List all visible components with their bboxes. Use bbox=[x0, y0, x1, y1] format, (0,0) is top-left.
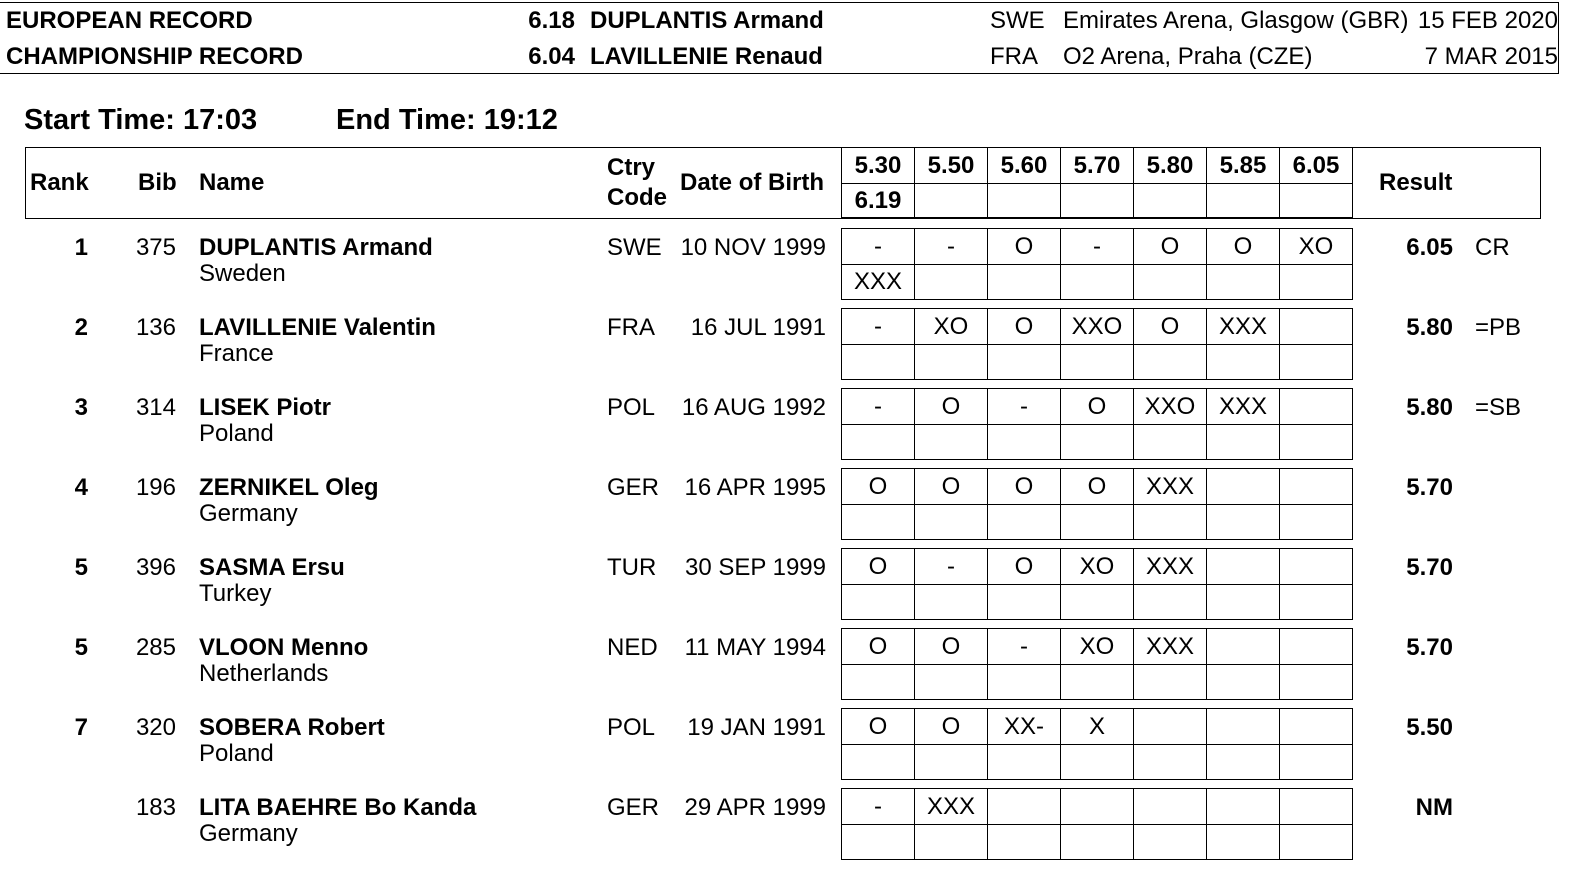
athlete-name: LISEK Piotr bbox=[199, 394, 332, 421]
athlete-name: ZERNIKEL Oleg bbox=[199, 474, 379, 501]
attempt-cell bbox=[914, 584, 988, 620]
record-mark: 6.18 bbox=[528, 7, 575, 34]
rank: 4 bbox=[74, 474, 88, 501]
attempt-cell bbox=[1133, 708, 1207, 745]
attempt-cell: - bbox=[841, 308, 915, 345]
attempt-cell: XXX bbox=[1206, 388, 1280, 425]
attempt-cell: XX- bbox=[987, 708, 1061, 745]
attempt-cell bbox=[1279, 628, 1353, 665]
country-code: POL bbox=[607, 714, 656, 741]
attempt-cell: O bbox=[914, 468, 988, 505]
height-cell-top: 6.05 bbox=[1279, 147, 1353, 184]
header-result: Result bbox=[1379, 169, 1453, 196]
attempt-cell bbox=[1060, 824, 1134, 860]
attempt-cell bbox=[1206, 504, 1280, 540]
attempt-cell bbox=[1206, 664, 1280, 700]
attempt-cell bbox=[1206, 264, 1280, 300]
bib: 314 bbox=[135, 394, 176, 421]
date-of-birth: 19 JAN 1991 bbox=[687, 714, 826, 741]
attempt-cell: O bbox=[914, 628, 988, 665]
athlete-country: Poland bbox=[199, 420, 274, 447]
rank: 5 bbox=[74, 554, 88, 581]
record-label: CHAMPIONSHIP RECORD bbox=[6, 43, 303, 70]
attempt-cell bbox=[1206, 584, 1280, 620]
bib: 320 bbox=[135, 714, 176, 741]
athlete-country: Germany bbox=[199, 500, 298, 527]
date-of-birth: 30 SEP 1999 bbox=[684, 554, 826, 581]
attempt-cell bbox=[1060, 584, 1134, 620]
bib: 375 bbox=[135, 234, 176, 261]
attempt-cell bbox=[841, 504, 915, 540]
attempt-cell bbox=[1206, 344, 1280, 380]
height-cell-bottom: 6.19 bbox=[841, 183, 915, 218]
athlete-country: Turkey bbox=[199, 580, 272, 607]
country-code: FRA bbox=[607, 314, 655, 341]
record-country: SWE bbox=[990, 7, 1045, 34]
height-cell-top: 5.70 bbox=[1060, 147, 1134, 184]
attempt-cell: XXX bbox=[914, 788, 988, 825]
attempt-cell bbox=[987, 264, 1061, 300]
attempt-cell bbox=[1279, 504, 1353, 540]
date-of-birth: 16 JUL 1991 bbox=[690, 314, 826, 341]
attempt-cell: XO bbox=[914, 308, 988, 345]
record-venue: Emirates Arena, Glasgow (GBR) bbox=[1063, 7, 1409, 34]
height-cell-top: 5.30 bbox=[841, 147, 915, 184]
attempt-cell bbox=[1133, 424, 1207, 460]
header-bib: Bib bbox=[138, 169, 177, 196]
attempt-cell bbox=[1133, 788, 1207, 825]
rank: 7 bbox=[74, 714, 88, 741]
attempt-cell bbox=[1279, 548, 1353, 585]
attempt-cell: O bbox=[987, 548, 1061, 585]
athlete-country: Poland bbox=[199, 740, 274, 767]
date-of-birth: 10 NOV 1999 bbox=[680, 234, 826, 261]
attempt-cell bbox=[1206, 424, 1280, 460]
header-dob: Date of Birth bbox=[680, 169, 824, 196]
attempt-cell bbox=[1133, 824, 1207, 860]
attempt-cell bbox=[987, 788, 1061, 825]
attempt-cell bbox=[914, 744, 988, 780]
attempt-cell: O bbox=[987, 308, 1061, 345]
height-cell-top: 5.80 bbox=[1133, 147, 1207, 184]
athlete-name: LAVILLENIE Valentin bbox=[199, 314, 436, 341]
attempt-cell: XO bbox=[1279, 228, 1353, 265]
athlete-name: SOBERA Robert bbox=[199, 714, 385, 741]
athlete-country: Netherlands bbox=[199, 660, 329, 687]
athlete-name: LITA BAEHRE Bo Kanda bbox=[199, 794, 477, 821]
attempt-cell: - bbox=[914, 548, 988, 585]
bib: 196 bbox=[135, 474, 176, 501]
bib: 285 bbox=[135, 634, 176, 661]
attempt-cell bbox=[1279, 664, 1353, 700]
header-code: Code bbox=[607, 184, 667, 211]
attempt-cell: - bbox=[841, 228, 915, 265]
result: 5.70 bbox=[1406, 474, 1453, 501]
attempt-cell bbox=[1133, 344, 1207, 380]
attempt-cell bbox=[1206, 468, 1280, 505]
record-athlete: DUPLANTIS Armand bbox=[590, 7, 824, 34]
attempt-cell: O bbox=[1206, 228, 1280, 265]
attempt-cell bbox=[1206, 824, 1280, 860]
height-cell-top: 5.85 bbox=[1206, 147, 1280, 184]
result: 5.80 bbox=[1406, 314, 1453, 341]
attempt-cell bbox=[1133, 504, 1207, 540]
country-code: SWE bbox=[607, 234, 662, 261]
rank: 1 bbox=[74, 234, 88, 261]
attempt-cell bbox=[1279, 344, 1353, 380]
record-date: 7 MAR 2015 bbox=[1424, 43, 1558, 70]
athlete-name: SASMA Ersu bbox=[199, 554, 345, 581]
attempt-cell bbox=[914, 424, 988, 460]
date-of-birth: 29 APR 1999 bbox=[684, 794, 826, 821]
attempt-cell bbox=[1060, 424, 1134, 460]
attempt-cell bbox=[987, 824, 1061, 860]
attempt-cell: XXX bbox=[841, 264, 915, 300]
attempt-cell bbox=[1060, 504, 1134, 540]
attempt-cell: O bbox=[914, 708, 988, 745]
attempt-cell: O bbox=[1060, 388, 1134, 425]
attempt-cell bbox=[987, 744, 1061, 780]
attempt-cell bbox=[1279, 468, 1353, 505]
attempt-cell: X bbox=[1060, 708, 1134, 745]
attempt-cell: O bbox=[914, 388, 988, 425]
attempt-cell bbox=[914, 344, 988, 380]
attempt-cell: XXX bbox=[1133, 628, 1207, 665]
height-cell-bottom bbox=[987, 183, 1061, 218]
date-of-birth: 16 AUG 1992 bbox=[681, 394, 826, 421]
attempt-cell bbox=[987, 424, 1061, 460]
result: 6.05 bbox=[1406, 234, 1453, 261]
attempt-cell bbox=[1133, 264, 1207, 300]
country-code: GER bbox=[607, 794, 660, 821]
bib: 183 bbox=[135, 794, 176, 821]
header-rank: Rank bbox=[30, 169, 89, 196]
attempt-cell: - bbox=[841, 788, 915, 825]
attempt-cell: XXX bbox=[1133, 468, 1207, 505]
attempt-cell bbox=[914, 264, 988, 300]
attempt-cell bbox=[1206, 628, 1280, 665]
height-cell-top: 5.50 bbox=[914, 147, 988, 184]
result: 5.80 bbox=[1406, 394, 1453, 421]
attempt-cell bbox=[1279, 424, 1353, 460]
attempt-cell bbox=[1206, 744, 1280, 780]
date-of-birth: 16 APR 1995 bbox=[684, 474, 826, 501]
attempt-cell: XXX bbox=[1206, 308, 1280, 345]
start-time: Start Time: 17:03 bbox=[24, 104, 258, 136]
attempt-cell bbox=[914, 824, 988, 860]
attempt-cell bbox=[1060, 344, 1134, 380]
attempt-cell bbox=[841, 664, 915, 700]
attempt-cell: O bbox=[841, 708, 915, 745]
result: NM bbox=[1415, 794, 1453, 821]
attempt-cell bbox=[1279, 308, 1353, 345]
attempt-cell bbox=[1279, 788, 1353, 825]
attempt-cell: XO bbox=[1060, 628, 1134, 665]
attempt-cell bbox=[1133, 664, 1207, 700]
attempt-cell bbox=[914, 504, 988, 540]
height-cell-bottom bbox=[1133, 183, 1207, 218]
attempt-cell: O bbox=[841, 468, 915, 505]
attempt-cell: XXO bbox=[1060, 308, 1134, 345]
header-name: Name bbox=[199, 169, 265, 196]
attempt-cell bbox=[1279, 708, 1353, 745]
record-country: FRA bbox=[990, 43, 1038, 70]
result: 5.50 bbox=[1406, 714, 1453, 741]
attempt-cell bbox=[1060, 744, 1134, 780]
attempt-cell bbox=[1060, 264, 1134, 300]
result: 5.70 bbox=[1406, 554, 1453, 581]
attempt-cell bbox=[1206, 708, 1280, 745]
attempt-cell: - bbox=[987, 628, 1061, 665]
country-code: POL bbox=[607, 394, 656, 421]
attempt-cell bbox=[841, 424, 915, 460]
attempt-cell: O bbox=[987, 228, 1061, 265]
attempt-cell bbox=[987, 584, 1061, 620]
record-athlete: LAVILLENIE Renaud bbox=[590, 43, 823, 70]
country-code: NED bbox=[607, 634, 658, 661]
athlete-country: Sweden bbox=[199, 260, 286, 287]
attempt-cell bbox=[1206, 788, 1280, 825]
rank: 2 bbox=[74, 314, 88, 341]
attempt-cell bbox=[841, 584, 915, 620]
country-code: TUR bbox=[607, 554, 657, 581]
date-of-birth: 11 MAY 1994 bbox=[684, 634, 826, 661]
athlete-name: VLOON Menno bbox=[199, 634, 369, 661]
attempt-cell: O bbox=[1133, 228, 1207, 265]
attempt-cell bbox=[1206, 548, 1280, 585]
attempt-cell: XO bbox=[1060, 548, 1134, 585]
rank: 3 bbox=[74, 394, 88, 421]
athlete-country: Germany bbox=[199, 820, 298, 847]
attempt-cell bbox=[1133, 584, 1207, 620]
header-ctry: Ctry bbox=[607, 154, 656, 181]
bib: 396 bbox=[135, 554, 176, 581]
rank: 5 bbox=[74, 634, 88, 661]
attempt-cell bbox=[1060, 664, 1134, 700]
result-note: =SB bbox=[1475, 394, 1522, 421]
height-cell-bottom bbox=[1206, 183, 1280, 218]
result-note: CR bbox=[1475, 234, 1510, 261]
end-time: End Time: 19:12 bbox=[336, 104, 558, 136]
attempt-cell bbox=[1279, 584, 1353, 620]
attempt-cell: O bbox=[841, 548, 915, 585]
athlete-country: France bbox=[199, 340, 274, 367]
attempt-cell bbox=[1133, 744, 1207, 780]
record-date: 15 FEB 2020 bbox=[1417, 7, 1558, 34]
country-code: GER bbox=[607, 474, 660, 501]
height-cell-bottom bbox=[1279, 183, 1353, 218]
height-cell-bottom bbox=[914, 183, 988, 218]
attempt-cell: O bbox=[1060, 468, 1134, 505]
athlete-name: DUPLANTIS Armand bbox=[199, 234, 433, 261]
attempt-cell bbox=[1279, 388, 1353, 425]
attempt-cell bbox=[1279, 264, 1353, 300]
result-note: =PB bbox=[1475, 314, 1522, 341]
attempt-cell: XXO bbox=[1133, 388, 1207, 425]
attempt-cell: - bbox=[914, 228, 988, 265]
attempt-cell bbox=[1279, 744, 1353, 780]
attempt-cell bbox=[1279, 824, 1353, 860]
attempt-cell: XXX bbox=[1133, 548, 1207, 585]
record-mark: 6.04 bbox=[528, 43, 575, 70]
attempt-cell bbox=[987, 664, 1061, 700]
height-cell-bottom bbox=[1060, 183, 1134, 218]
attempt-cell bbox=[987, 344, 1061, 380]
record-label: EUROPEAN RECORD bbox=[6, 7, 253, 34]
attempt-cell: O bbox=[841, 628, 915, 665]
height-cell-top: 5.60 bbox=[987, 147, 1061, 184]
record-venue: O2 Arena, Praha (CZE) bbox=[1063, 43, 1313, 70]
attempt-cell: O bbox=[1133, 308, 1207, 345]
attempt-cell bbox=[987, 504, 1061, 540]
result: 5.70 bbox=[1406, 634, 1453, 661]
attempt-cell bbox=[841, 824, 915, 860]
attempt-cell bbox=[914, 664, 988, 700]
attempt-cell bbox=[841, 344, 915, 380]
attempt-cell: O bbox=[987, 468, 1061, 505]
attempt-cell bbox=[1060, 788, 1134, 825]
attempt-cell: - bbox=[1060, 228, 1134, 265]
attempt-cell: - bbox=[987, 388, 1061, 425]
attempt-cell: - bbox=[841, 388, 915, 425]
attempt-cell bbox=[841, 744, 915, 780]
bib: 136 bbox=[135, 314, 176, 341]
